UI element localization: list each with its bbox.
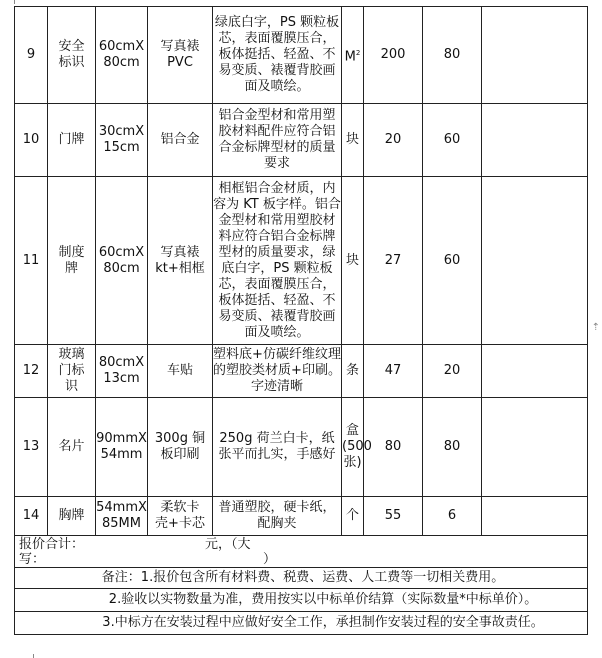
item-description: 铝合金型材和常用塑胶材料配件应符合铝合金标牌型材的质量要求 <box>218 108 336 171</box>
item-spec: 30cmX 15cm <box>98 124 145 155</box>
row-number: 14 <box>22 508 40 523</box>
item-quantity: 80 <box>384 439 402 454</box>
item-quantity: 200 <box>380 47 406 62</box>
quotation-table <box>14 6 588 635</box>
item-name: 制度 牌 <box>58 244 85 276</box>
item-name: 玻璃 门标 识 <box>58 347 85 394</box>
note-2: 2.验收以实物数量为准，费用按实以中标单价结算（实际数量*中标单价）。 <box>108 592 538 607</box>
item-material: 300g 铜 板印刷 <box>154 431 206 462</box>
table-row <box>15 104 588 177</box>
item-name: 名片 <box>58 439 85 454</box>
item-quantity: 47 <box>384 363 402 378</box>
item-unit: 盒 (500 张) <box>342 423 372 470</box>
item-quantity: 55 <box>384 508 402 523</box>
item-unit-price: 60 <box>443 252 461 268</box>
item-material: 车贴 <box>166 363 193 378</box>
total-row <box>15 536 588 568</box>
item-spec: 60cmX 80cm <box>98 244 145 276</box>
item-spec: 90mmX 54mm <box>96 431 147 462</box>
item-description: 塑料底+仿碳纤维纹理的塑胶类材质+印刷。字迹清晰 <box>213 347 341 394</box>
scroll-marker-icon: ⇡ <box>591 322 600 333</box>
table-row <box>15 497 588 536</box>
row-number: 9 <box>26 47 36 62</box>
item-quantity: 27 <box>384 252 402 268</box>
total-line2-right: ） <box>263 552 277 567</box>
item-material: 柔软卡 壳+卡芯 <box>155 500 205 531</box>
item-unit: 块 <box>345 132 359 147</box>
row-number: 12 <box>22 363 40 378</box>
item-unit-price: 20 <box>443 363 461 378</box>
row-number: 13 <box>22 439 40 454</box>
item-unit: 条 <box>345 363 359 378</box>
note-1: 备注：1.报价包含所有材料费、税费、运费、人工费等一切相关费用。 <box>101 570 505 585</box>
page-corner-mark <box>14 0 15 4</box>
item-description: 相框铝合金材质，内容为 KT 板字样。铝合金型材和常用塑胶材料应符合铝合金标牌型材的质量要求，绿底白字，PS 颗粒板芯，表面覆膜压合，板体挺括、轻盈、不易变质、裱覆背胶画面及喷绘。 <box>213 180 341 340</box>
item-spec: 54mmX 85MM <box>96 500 147 531</box>
amount-cell <box>482 7 588 104</box>
item-description: 绿底白字，PS 颗粒板芯，表面覆膜压合，板体挺括、轻盈、不易变质、裱覆背胶画面及喷绘。 <box>214 15 340 94</box>
item-name: 门牌 <box>58 132 85 147</box>
item-unit-price: 80 <box>443 47 461 62</box>
amount-cell <box>482 177 588 345</box>
item-unit-price: 80 <box>443 439 461 454</box>
item-quantity: 20 <box>384 132 402 147</box>
unit-superscript: 2 <box>355 48 361 57</box>
page-corner-mark <box>33 654 34 658</box>
total-label: 报价合计： <box>19 537 85 552</box>
item-unit: M <box>344 49 356 65</box>
item-unit-price: 6 <box>447 508 457 523</box>
row-number: 10 <box>22 132 40 147</box>
item-unit: 个 <box>345 508 359 523</box>
item-name: 胸牌 <box>58 508 85 523</box>
item-spec: 80cmX 13cm <box>98 355 145 386</box>
table-row <box>15 177 588 345</box>
item-material: 铝合金 <box>160 132 200 147</box>
item-description: 250g 荷兰白卡，纸张平而扎实，手感好 <box>218 431 336 462</box>
item-unit-price: 60 <box>443 132 461 147</box>
table-row <box>15 345 588 398</box>
item-material: 写真裱 PVC <box>160 39 200 70</box>
item-material: 写真裱 kt+相框 <box>155 244 205 276</box>
total-line2-left: 写： <box>19 552 46 567</box>
amount-cell <box>482 345 588 398</box>
amount-cell <box>482 104 588 177</box>
amount-cell <box>482 398 588 497</box>
item-spec: 60cmX 80cm <box>98 39 145 70</box>
row-number: 11 <box>22 252 40 268</box>
table-row <box>15 7 588 104</box>
note-3: 3.中标方在安装过程中应做好安全工作，承担制作安装过程的安全事故责任。 <box>102 615 544 630</box>
total-suffix: 元，（大 <box>205 537 251 552</box>
item-name: 安全 标识 <box>58 39 85 70</box>
note-row-1 <box>15 568 588 589</box>
item-unit: 块 <box>345 252 359 268</box>
note-row-3 <box>15 612 588 635</box>
amount-cell <box>482 497 588 536</box>
item-description: 普通塑胶，硬卡纸，配胸夹 <box>218 500 336 531</box>
note-row-2 <box>15 589 588 612</box>
table-row <box>15 398 588 497</box>
